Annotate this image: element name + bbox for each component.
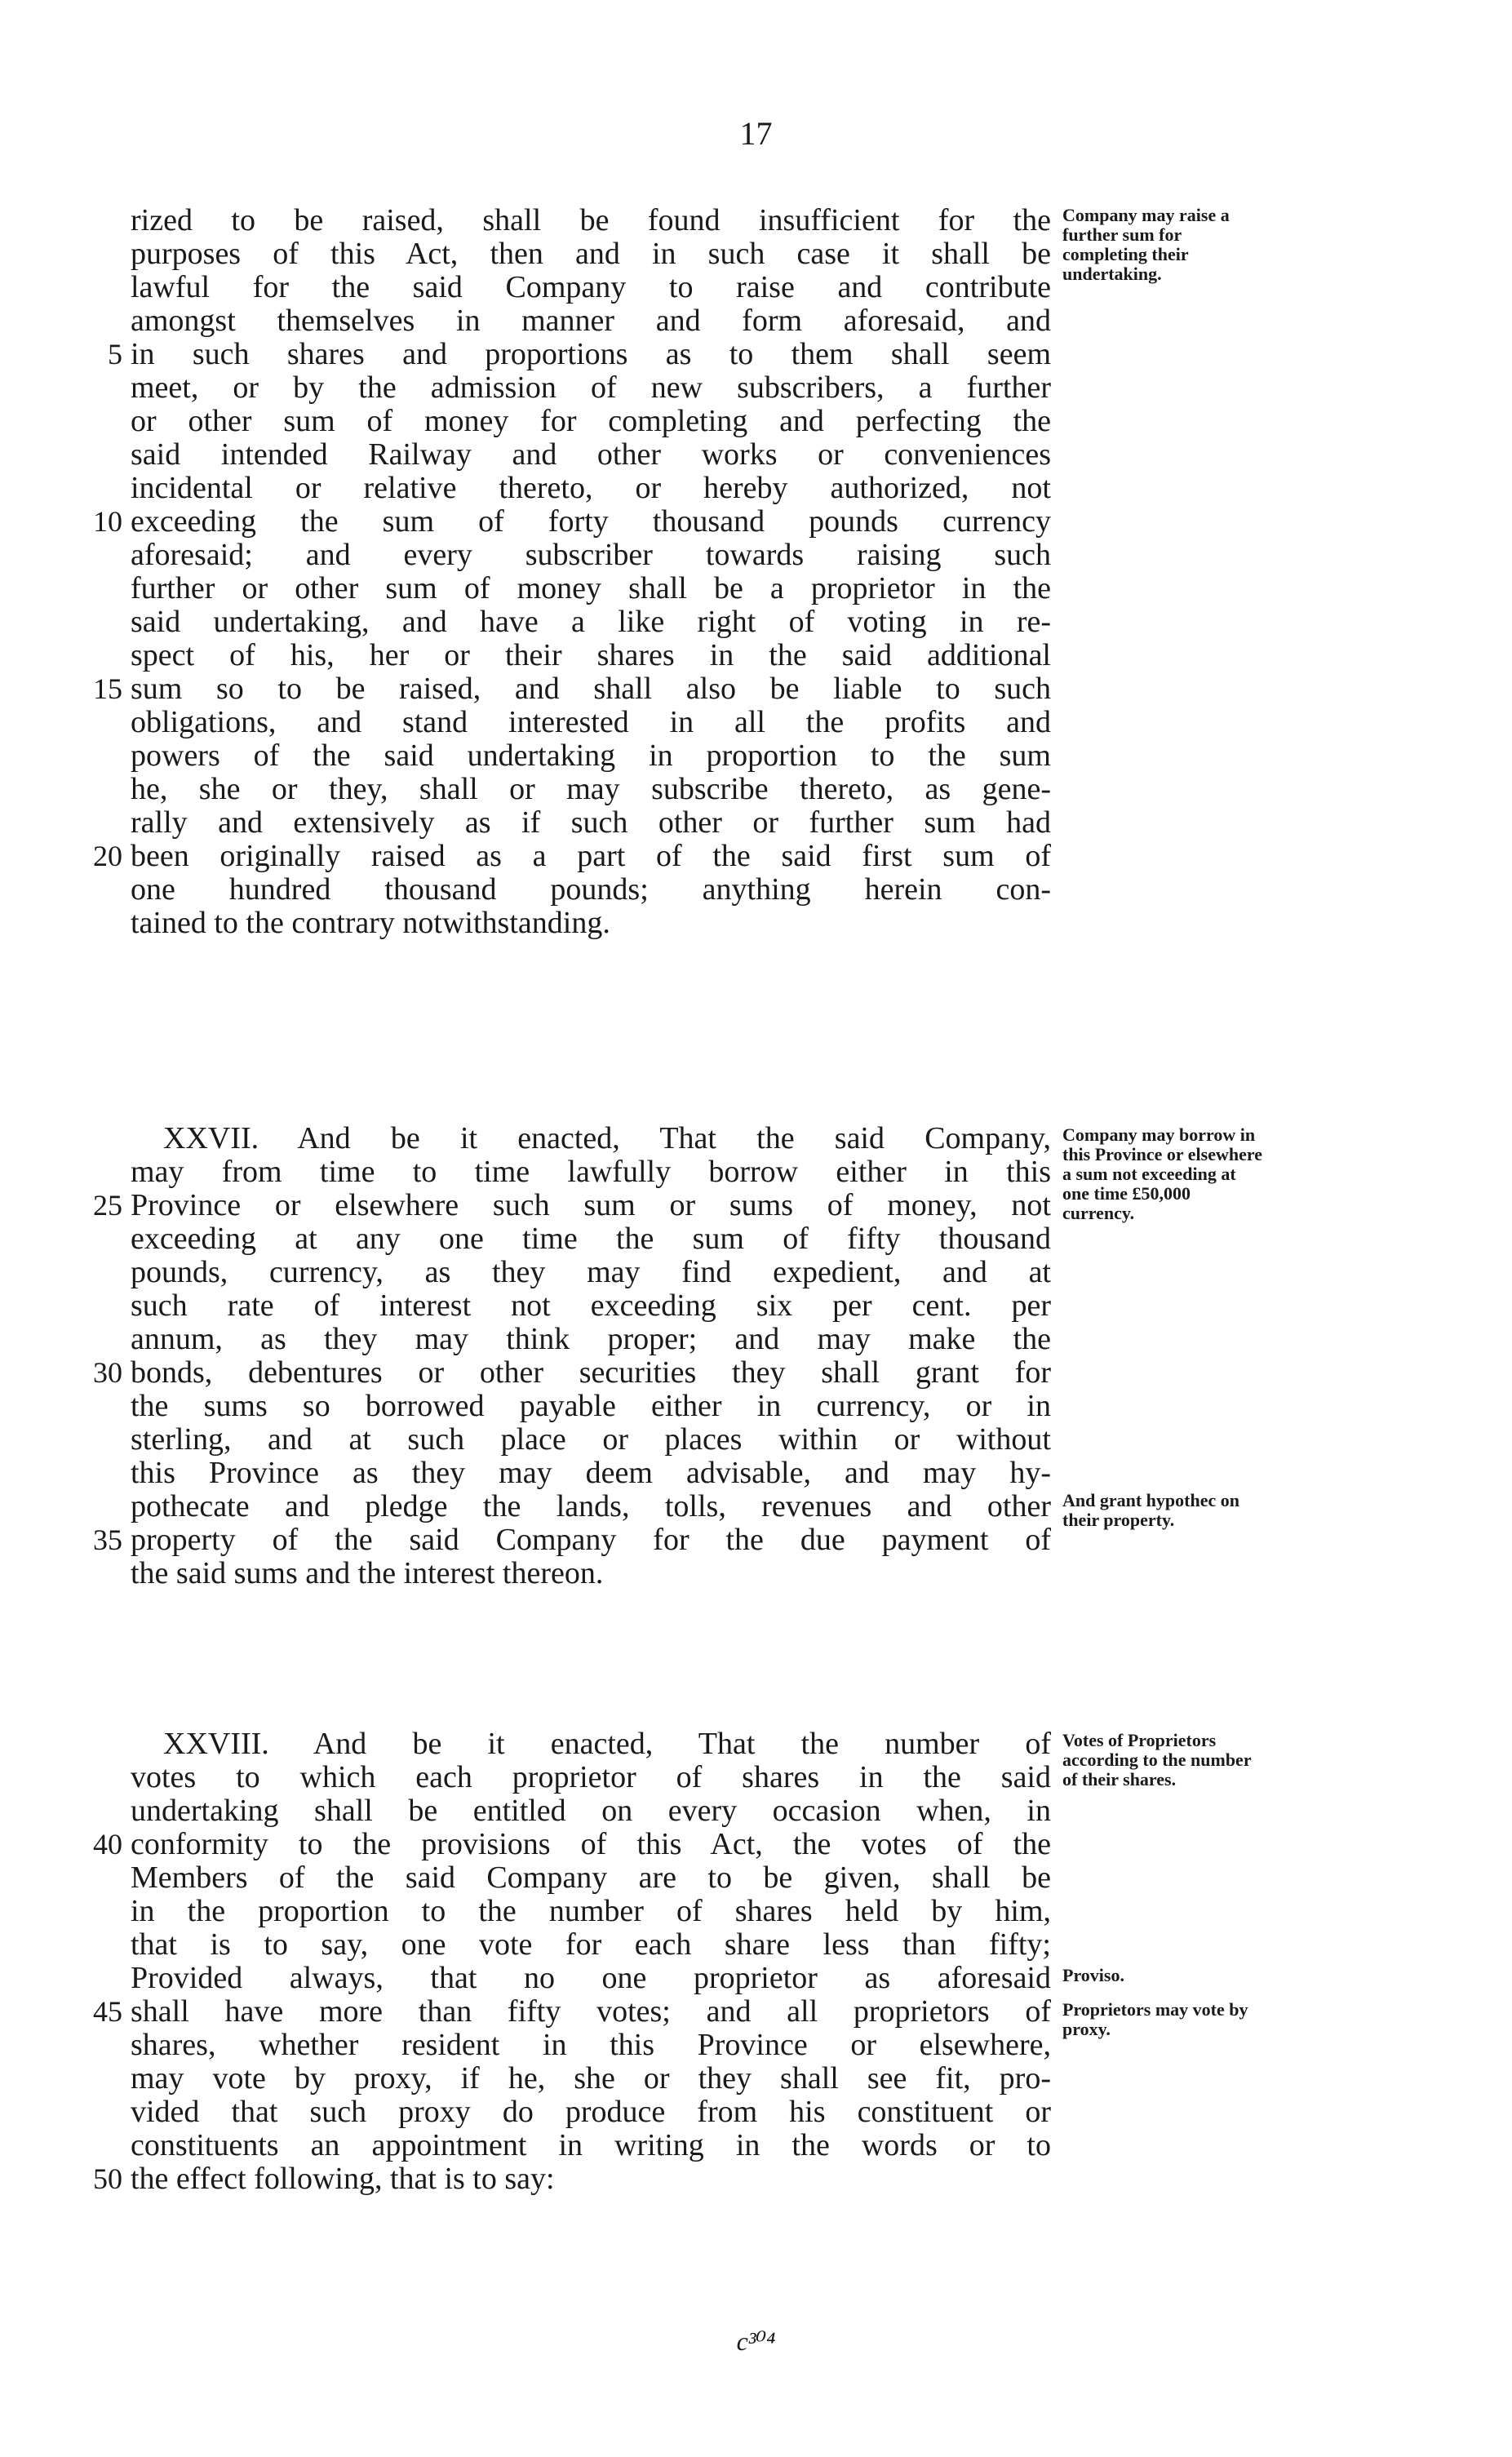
text-line: purposes of this Act, then and in such case it shall be bbox=[131, 237, 1051, 271]
line-number: 25 bbox=[93, 1189, 122, 1222]
text-line: sterling, and at such place or places within or without bbox=[131, 1422, 1051, 1457]
line-number: 5 bbox=[108, 338, 122, 370]
text-line: or other sum of money for completing and perfecting the bbox=[131, 404, 1051, 438]
line-number: 50 bbox=[93, 2162, 122, 2195]
line-number: 40 bbox=[93, 1828, 122, 1860]
text-line: exceeding the sum of forty thousand pounds currency bbox=[131, 504, 1051, 539]
text-line: powers of the said undertaking in proportion to the sum bbox=[131, 738, 1051, 773]
section-xxviii bbox=[0, 1727, 1512, 2233]
text-line: in the proportion to the number of shares held by him, bbox=[131, 1894, 1051, 1928]
text-line: one hundred thousand pounds; anything herein con- bbox=[131, 872, 1051, 907]
text-line: obligations, and stand interested in all the profits and bbox=[131, 705, 1051, 739]
text-line: property of the said Company for the due payment of bbox=[131, 1523, 1051, 1557]
text-line: rized to be raised, shall be found insufficient for the bbox=[131, 203, 1051, 237]
text-line: such rate of interest not exceeding six per cent. per bbox=[131, 1288, 1051, 1323]
text-line: lawful for the said Company to raise and contribute bbox=[131, 270, 1051, 304]
text-line: exceeding at any one time the sum of fifty thousand bbox=[131, 1222, 1051, 1256]
text-line: shares, whether resident in this Province or elsewhere, bbox=[131, 2028, 1051, 2062]
text-line: conformity to the provisions of this Act, the votes of the bbox=[131, 1827, 1051, 1861]
text-line: undertaking shall be entitled on every occasion when, in bbox=[131, 1794, 1051, 1828]
text-line: this Province as they may deem advisable, and may hy- bbox=[131, 1456, 1051, 1490]
text-line: that is to say, one vote for each share less than fifty; bbox=[131, 1927, 1051, 1962]
text-line: Province or elsewhere such sum or sums of money, not bbox=[131, 1188, 1051, 1222]
text-line: may from time to time lawfully borrow either in this bbox=[131, 1155, 1051, 1189]
text-line: in such shares and proportions as to them shall seem bbox=[131, 337, 1051, 371]
text-line: aforesaid; and every subscriber towards raising such bbox=[131, 538, 1051, 572]
text-line: may vote by proxy, if he, she or they shall see fit, pro- bbox=[131, 2061, 1051, 2096]
text-line: Members of the said Company are to be given, shall be bbox=[131, 1860, 1051, 1895]
margin-note: Company may borrow in this Province or elsewhere a sum not exceeding at one time £50,000 currency. bbox=[1062, 1124, 1263, 1223]
line-number: 35 bbox=[93, 1523, 122, 1556]
line-number: 45 bbox=[93, 1995, 122, 2028]
text-line: the effect following, that is to say: bbox=[131, 2162, 555, 2196]
text-line: the sums so borrowed payable either in currency, or in bbox=[131, 1389, 1051, 1423]
text-line: Provided always, that no one proprietor as aforesaid bbox=[131, 1961, 1051, 1995]
text-line: votes to which each proprietor of shares in the said bbox=[131, 1760, 1051, 1794]
text-line: meet, or by the admission of new subscribers, a further bbox=[131, 370, 1051, 405]
text-line: rally and extensively as if such other or further sum had bbox=[131, 805, 1051, 840]
text-line: spect of his, her or their shares in the said additional bbox=[131, 638, 1051, 672]
text-line: pounds, currency, as they may find expedient, and at bbox=[131, 1255, 1051, 1289]
text-line: been originally raised as a part of the said first sum of bbox=[131, 839, 1051, 873]
text-line: pothecate and pledge the lands, tolls, revenues and other bbox=[131, 1489, 1051, 1523]
signature-mark: c³⁰⁴ bbox=[736, 2326, 776, 2356]
page-number: 17 bbox=[739, 115, 773, 152]
text-line: vided that such proxy do produce from his constituent or bbox=[131, 2095, 1051, 2129]
text-line: incidental or relative thereto, or hereby authorized, not bbox=[131, 471, 1051, 505]
line-number: 10 bbox=[93, 505, 122, 538]
text-line: the said sums and the interest thereon. bbox=[131, 1556, 604, 1590]
line-number: 20 bbox=[93, 840, 122, 872]
text-line: XXVIII. And be it enacted, That the number of bbox=[163, 1727, 1051, 1761]
text-line: bonds, debentures or other securities they shall grant for bbox=[131, 1355, 1051, 1390]
text-line: further or other sum of money shall be a proprietor in the bbox=[131, 571, 1051, 605]
section-continuation bbox=[0, 204, 1512, 1020]
margin-note: And grant hypothec on their property. bbox=[1062, 1490, 1239, 1530]
text-line: said intended Railway and other works or conveniences bbox=[131, 437, 1051, 472]
margin-note: Votes of Proprietors according to the number of their shares. bbox=[1062, 1730, 1252, 1790]
line-number: 15 bbox=[93, 672, 122, 705]
text-line: XXVII. And be it enacted, That the said Company, bbox=[163, 1121, 1051, 1155]
margin-note: Company may raise a further sum for completing their undertaking. bbox=[1062, 205, 1230, 284]
margin-note: Proprietors may vote by proxy. bbox=[1062, 1999, 1248, 2039]
text-line: shall have more than fifty votes; and all proprietors of bbox=[131, 1994, 1051, 2029]
text-line: he, she or they, shall or may subscribe thereto, as gene- bbox=[131, 772, 1051, 806]
text-line: constituents an appointment in writing in the words or to bbox=[131, 2128, 1051, 2162]
text-line: tained to the contrary notwithstanding. bbox=[131, 906, 610, 940]
line-number: 30 bbox=[93, 1356, 122, 1389]
text-line: sum so to be raised, and shall also be liable to such bbox=[131, 672, 1051, 706]
text-line: said undertaking, and have a like right of voting in re- bbox=[131, 605, 1051, 639]
text-line: amongst themselves in manner and form aforesaid, and bbox=[131, 304, 1051, 338]
margin-note: Proviso. bbox=[1062, 1965, 1124, 1985]
text-line: annum, as they may think proper; and may make the bbox=[131, 1322, 1051, 1356]
section-xxvii bbox=[0, 1122, 1512, 1628]
